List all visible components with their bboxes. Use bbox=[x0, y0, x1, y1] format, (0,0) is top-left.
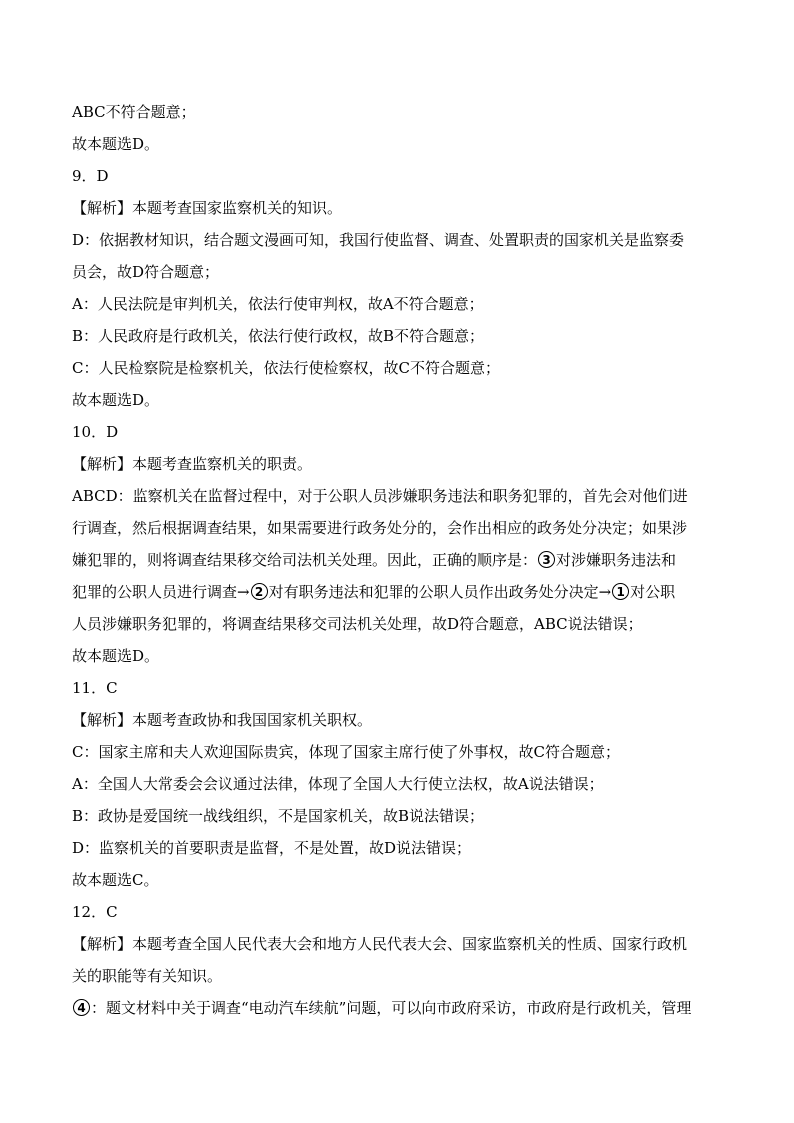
text-line bbox=[72, 992, 724, 1024]
text-line: ABCD：监察机关在监督过程中，对于公职人员涉嫌职务违法和职务犯罪的，首先会对他们进 bbox=[72, 487, 688, 505]
text-line: 故本题选D。 bbox=[72, 647, 160, 665]
text-line: ABC不符合题意； bbox=[72, 103, 196, 121]
text-line bbox=[72, 544, 724, 576]
text-segment: 对公职 bbox=[630, 583, 676, 601]
analysis-tag: 【解析】 bbox=[72, 711, 133, 729]
text-line: 故本题选D。 bbox=[72, 135, 160, 153]
analysis-tag: 【解析】 bbox=[72, 199, 133, 217]
text-line: 员会，故D符合题意； bbox=[72, 263, 220, 281]
question-12-answer: 12．C bbox=[72, 903, 118, 921]
document-page bbox=[72, 96, 724, 1024]
text-line: D：监察机关的首要职责是监督，不是处置，故D说法错误； bbox=[72, 839, 472, 857]
circled-number-1: 1 bbox=[612, 583, 629, 600]
text-line: D：依据教材知识，结合题文漫画可知，我国行使监督、调查、处置职责的国家机关是监察委 bbox=[72, 231, 685, 249]
question-9-answer: 9．D bbox=[72, 167, 109, 185]
analysis-tag: 【解析】 bbox=[72, 935, 133, 953]
text-segment: 嫌犯罪的，则将调查结果移交给司法机关处理。因此，正确的顺序是： bbox=[72, 551, 538, 569]
text-segment: 对涉嫌职务违法和 bbox=[556, 551, 677, 569]
question-10-analysis bbox=[72, 448, 724, 480]
analysis-text: 本题考查国家监察机关的知识。 bbox=[132, 199, 343, 217]
analysis-text: 本题考查全国人民代表大会和地方人民代表大会、国家监察机关的性质、国家行政机 bbox=[132, 935, 688, 953]
text-line: A：全国人大常委会会议通过法律，体现了全国人大行使立法权，故A说法错误； bbox=[72, 775, 604, 793]
text-line: C：人民检察院是检察机关，依法行使检察权，故C不符合题意； bbox=[72, 359, 500, 377]
analysis-text: 本题考查监察机关的职责。 bbox=[132, 455, 313, 473]
text-line: 关的职能等有关知识。 bbox=[72, 967, 223, 985]
text-line: B：人民政府是行政机关，依法行使行政权，故B不符合题意； bbox=[72, 327, 485, 345]
text-segment: 犯罪的公职人员进行调查→ bbox=[72, 583, 250, 601]
question-10-answer: 10．D bbox=[72, 423, 119, 441]
question-9-analysis bbox=[72, 192, 724, 224]
text-line: 故本题选D。 bbox=[72, 391, 160, 409]
text-segment: 对有职务违法和犯罪的公职人员作出政务处分决定→ bbox=[268, 583, 612, 601]
circled-number-2: 2 bbox=[251, 583, 268, 600]
circled-number-4: 4 bbox=[73, 999, 90, 1016]
question-12-analysis bbox=[72, 928, 724, 960]
text-line: 行调查，然后根据调查结果，如果需要进行政务处分的，会作出相应的政务处分决定；如果涉 bbox=[72, 519, 688, 537]
text-line: 故本题选C。 bbox=[72, 871, 159, 889]
question-11-answer: 11．C bbox=[72, 679, 118, 697]
analysis-text: 本题考查政协和我国国家机关职权。 bbox=[132, 711, 373, 729]
analysis-tag: 【解析】 bbox=[72, 455, 133, 473]
text-line bbox=[72, 576, 724, 608]
text-line: A：人民法院是审判机关，依法行使审判权，故A不符合题意； bbox=[72, 295, 484, 313]
text-segment: ：题文材料中关于调查“电动汽车续航”问题，可以向市政府采访，市政府是行政机关，管理 bbox=[91, 999, 692, 1017]
question-11-analysis bbox=[72, 704, 724, 736]
circled-number-3: 3 bbox=[538, 551, 555, 568]
text-line: C：国家主席和夫人欢迎国际贵宾，体现了国家主席行使了外事权，故C符合题意； bbox=[72, 743, 620, 761]
text-line: B：政协是爱国统一战线组织，不是国家机关，故B说法错误； bbox=[72, 807, 485, 825]
text-line: 人员涉嫌职务犯罪的，将调查结果移交司法机关处理，故D符合题意，ABC说法错误； bbox=[72, 615, 643, 633]
